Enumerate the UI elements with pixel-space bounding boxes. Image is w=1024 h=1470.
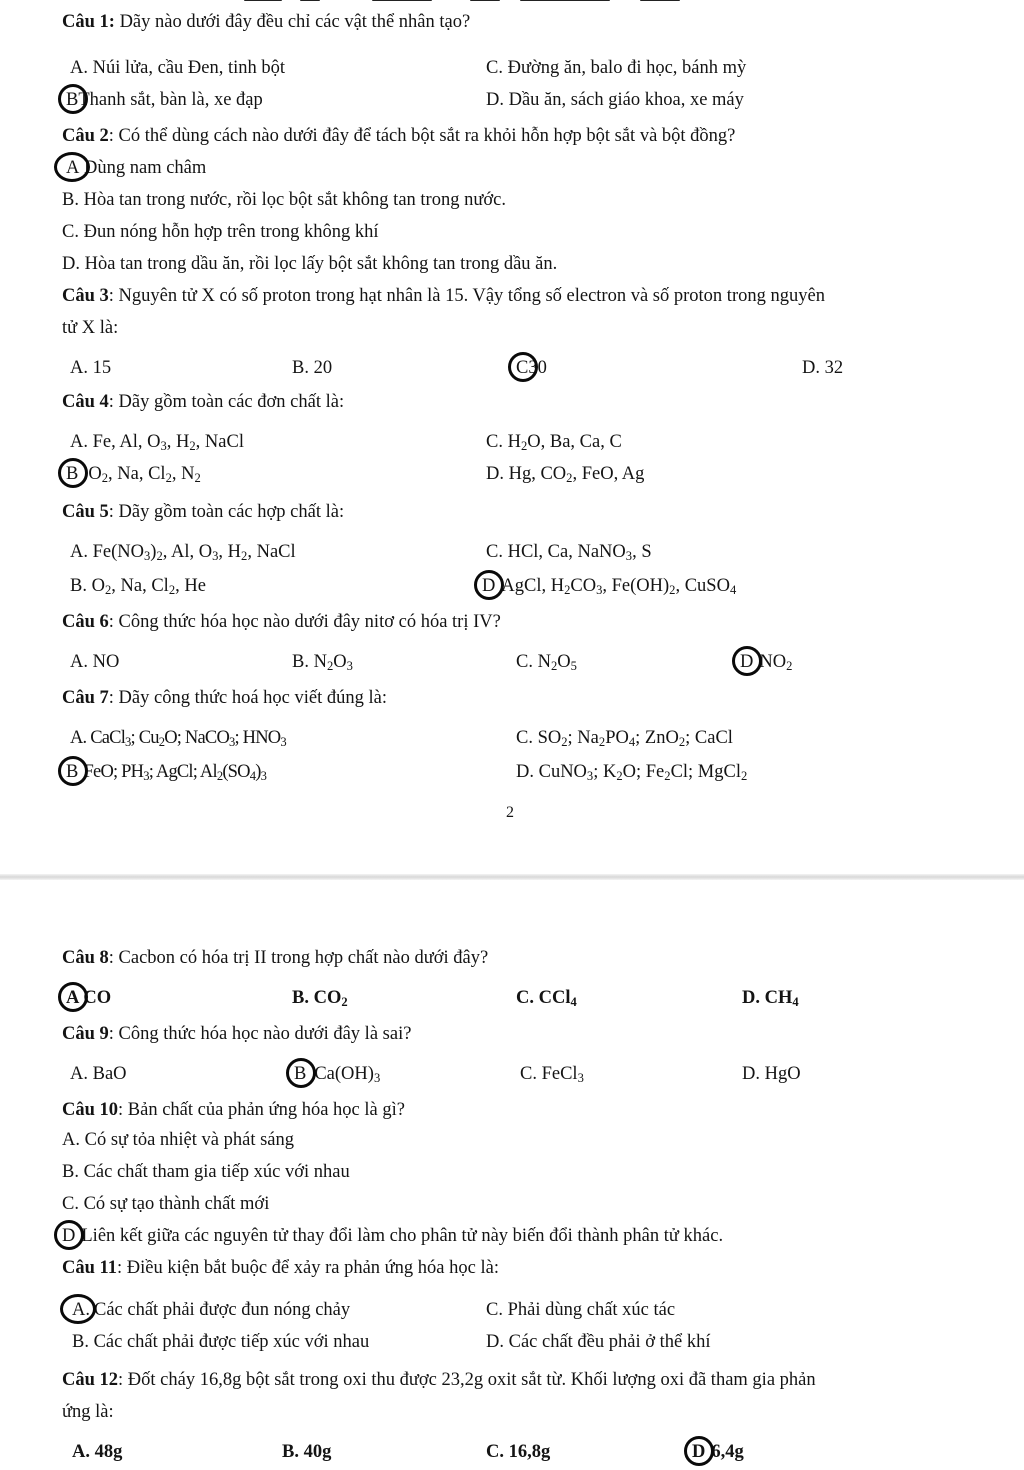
q11-option-b: B. Các chất phải được tiếp xúc với nhau <box>72 1332 370 1352</box>
question-2: Câu 2: Có thể dùng cách nào dưới đây để tách bột sắt ra khỏi hỗn hợp bột sắt và bột đồng? <box>62 126 736 146</box>
question-8: Câu 8: Cacbon có hóa trị II trong hợp chất nào dưới đây? <box>62 948 489 968</box>
question-3-cont: tử X là: <box>62 318 119 338</box>
q9-option-c: C. FeCl$_3$ <box>520 1064 584 1086</box>
q2-option-a: A Dùng nam châm <box>66 158 207 178</box>
q11-option-d: D. Các chất đều phải ở thể khí <box>486 1332 711 1352</box>
q1-option-b: BThanh sắt, bàn là, xe đạp <box>66 90 263 110</box>
q12-option-d: D 6,4g <box>692 1442 744 1462</box>
q7-option-c: C. $SO_2$; $Na_2PO_4$; ZnO$_2$; CaCl <box>516 728 733 750</box>
q2-option-c: C. Đun nóng hỗn hợp trên trong không khí <box>62 222 379 242</box>
q7-option-a: A. CaCl$_3$; $Cu_2O$; NaCO$_3$; $HNO_3$ <box>70 728 286 750</box>
question-3: Câu 3: Nguyên tử X có số proton trong hạt nhân là 15. Vậy tổng số electron và số proton trong nguyên <box>62 286 825 306</box>
question-12: Câu 12: Đốt cháy 16,8g bột sắt trong oxi thu được 23,2g oxit sắt từ. Khối lượng oxi đã tham gia phản <box>62 1370 816 1390</box>
answer-circle-icon: D <box>62 1226 76 1246</box>
q10-option-a: A. Có sự tỏa nhiệt và phát sáng <box>62 1130 294 1150</box>
question-9: Câu 9: Công thức hóa học nào dưới đây là sai? <box>62 1024 412 1044</box>
question-10: Câu 10: Bản chất của phản ứng hóa học là gì? <box>62 1100 405 1120</box>
q2-option-d: D. Hòa tan trong dầu ăn, rồi lọc lấy bột sắt không tan trong dầu ăn. <box>62 254 558 274</box>
q10-option-c: C. Có sự tạo thành chất mới <box>62 1194 270 1214</box>
q4-option-a: A. Fe, Al, $O_3$, $H_2$, NaCl <box>70 432 244 454</box>
q7-option-b: B FeO; $PH_3$; AgCl; $Al_2(SO_4)_3$ <box>66 762 267 784</box>
answer-circle-icon: A <box>66 158 80 178</box>
q6-option-b: B. $N_2O_3$ <box>292 652 353 674</box>
q5-option-a: A. $Fe(NO_3)_2$, Al, $O_3$, $H_2$, NaCl <box>70 542 296 564</box>
q12-option-a: A. 48g <box>72 1442 123 1462</box>
question-4: Câu 4: Dãy gồm toàn các đơn chất là: <box>62 392 345 412</box>
q7-option-d: D. CuNO$_3$; $K_2O$; $Fe_2Cl$; MgCl$_2$ <box>516 762 748 784</box>
q3-option-a: A. 15 <box>70 358 112 378</box>
q8-option-c: C. CCl$_4$ <box>516 988 577 1010</box>
answer-circle-icon: B <box>66 90 79 110</box>
answer-circle-icon: D <box>482 576 496 596</box>
q3-option-b: B. 20 <box>292 358 333 378</box>
q8-option-b: B. $CO_2$ <box>292 988 348 1010</box>
q6-option-a: A. NO <box>70 652 120 672</box>
answer-circle-icon: A. <box>72 1300 90 1320</box>
question-12-cont: ứng là: <box>62 1402 114 1422</box>
answer-circle-icon: D <box>740 652 754 672</box>
question-5: Câu 5: Dãy gồm toàn các hợp chất là: <box>62 502 345 522</box>
q1-option-a: A. Núi lửa, cầu Đen, tinh bột <box>70 58 286 78</box>
q9-option-a: A. BaO <box>70 1064 127 1084</box>
q9-option-d: D. HgO <box>742 1064 801 1084</box>
q9-option-b: B $Ca(OH)_3$ <box>294 1064 381 1086</box>
question-11: Câu 11: Điều kiện bắt buộc để xảy ra phản ứng hóa học là: <box>62 1258 499 1278</box>
answer-circle-icon: B <box>294 1064 307 1084</box>
q1-option-d: D. Dầu ăn, sách giáo khoa, xe máy <box>486 90 744 110</box>
question-6: Câu 6: Công thức hóa học nào dưới đây nitơ có hóa trị IV? <box>62 612 501 632</box>
page-divider <box>0 874 1024 880</box>
answer-circle-icon: B <box>66 762 78 782</box>
q4-option-d: D. Hg, $CO_2$, FeO, Ag <box>486 464 645 486</box>
q8-option-d: D. $CH_4$ <box>742 988 799 1010</box>
answer-circle-icon: C <box>516 358 529 378</box>
q5-option-c: C. HCl, Ca, NaNO$_3$, S <box>486 542 652 564</box>
q8-option-a: A CO <box>66 988 112 1008</box>
q3-option-c: C30 <box>516 358 547 378</box>
q2-option-b: B. Hòa tan trong nước, rồi lọc bột sắt không tan trong nước. <box>62 190 506 210</box>
q5-option-b: B. $O_2$, Na, $Cl_2$, He <box>70 576 206 598</box>
question-7: Câu 7: Dãy công thức hoá học viết đúng là: <box>62 688 387 708</box>
q6-option-d: D $NO_2$ <box>740 652 793 674</box>
q10-option-d: D Liên kết giữa các nguyên tử thay đổi làm cho phân tử này biến đổi thành phân tử khác. <box>62 1226 724 1246</box>
q12-option-c: C. 16,8g <box>486 1442 551 1462</box>
q3-option-d: D. 32 <box>802 358 844 378</box>
cropped-top-text <box>0 0 1024 4</box>
answer-circle-icon: D <box>692 1442 706 1462</box>
q1-option-c: C. Đường ăn, balo đi học, bánh mỳ <box>486 58 747 78</box>
q10-option-b: B. Các chất tham gia tiếp xúc với nhau <box>62 1162 350 1182</box>
q4-option-b: B $O_2$, Na, $Cl_2$, $N_2$ <box>66 464 201 486</box>
q5-option-d: D AgCl, $H_2CO_3$, $Fe(OH)_2$, CuSO$_4$ <box>482 576 737 598</box>
answer-circle-icon: A <box>66 988 80 1008</box>
q6-option-c: C. $N_2O_5$ <box>516 652 577 674</box>
q11-option-c: C. Phải dùng chất xúc tác <box>486 1300 676 1320</box>
answer-circle-icon: B <box>66 464 79 484</box>
q4-option-c: C. $H_2O$, Ba, Ca, C <box>486 432 622 454</box>
question-1: Câu 1: Dãy nào dưới đây đều chỉ các vật thể nhân tạo? <box>62 12 471 32</box>
q12-option-b: B. 40g <box>282 1442 332 1462</box>
page-number: 2 <box>506 804 514 821</box>
q11-option-a: A. Các chất phải được đun nóng chảy <box>72 1300 351 1320</box>
